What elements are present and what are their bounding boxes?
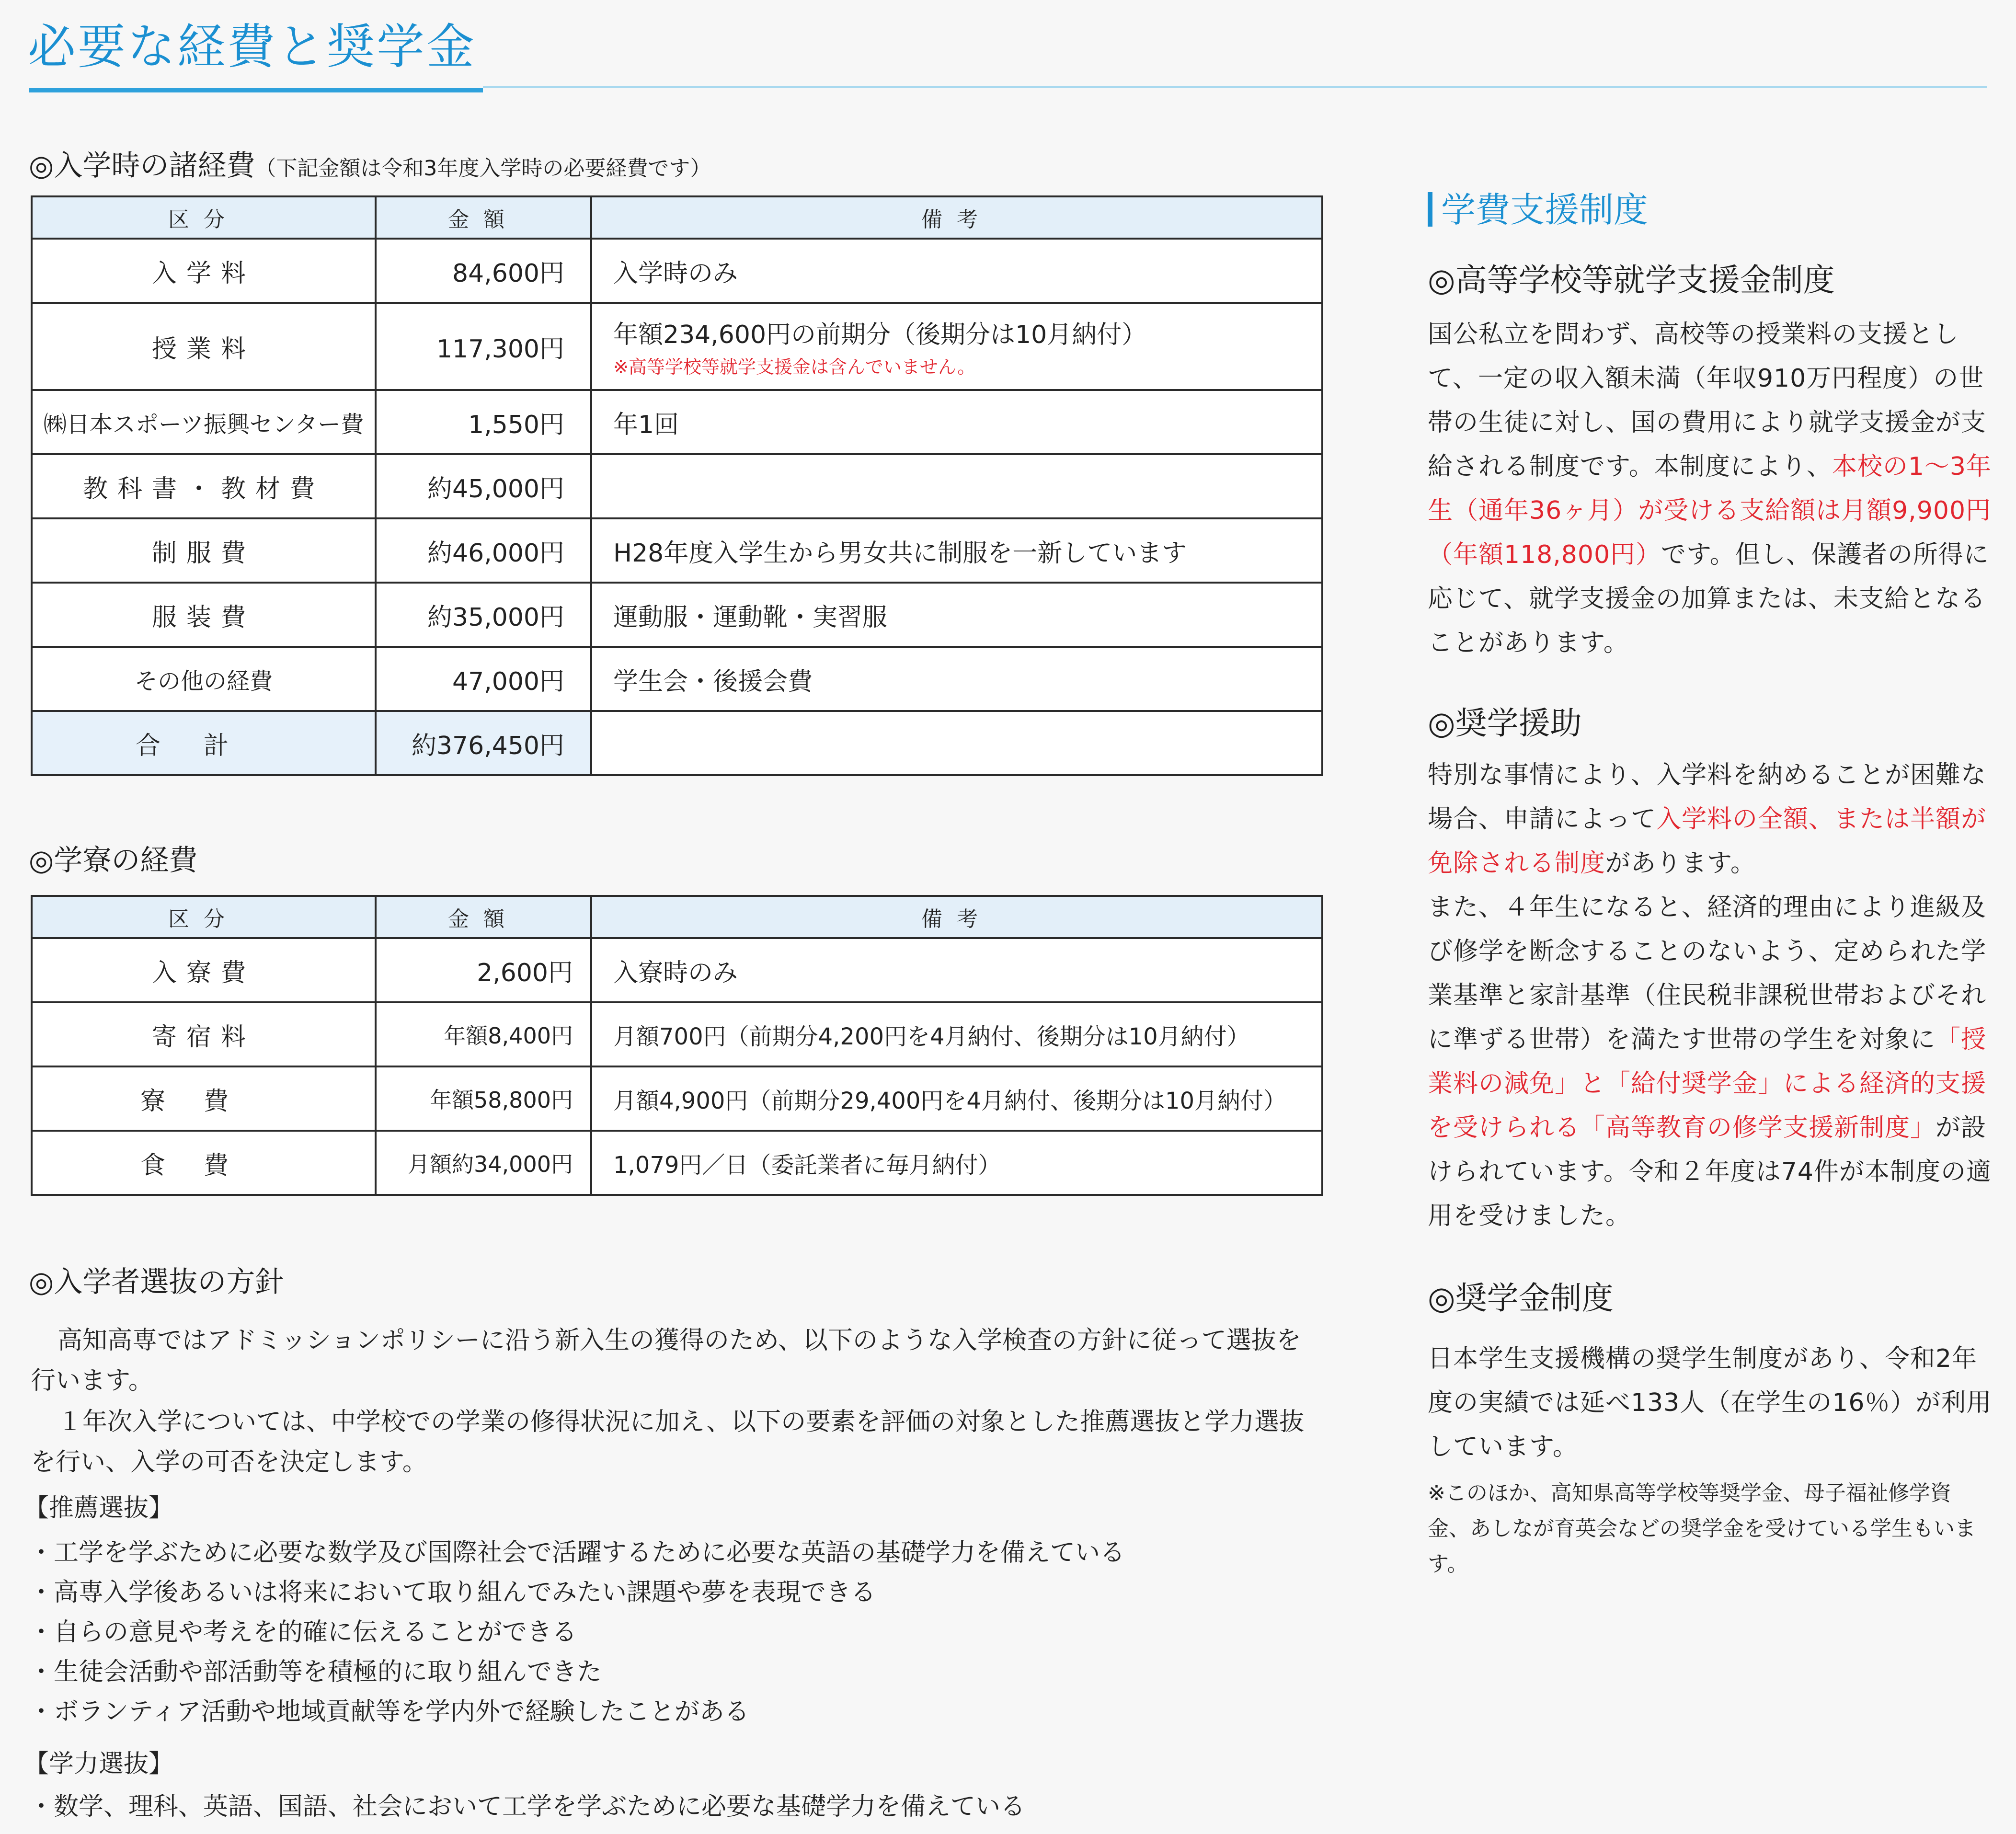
list-item: ・ 工学を学ぶために必要な数学及び国際社会で活躍するために必要な英語の基礎学力を備えている	[29, 1533, 1322, 1573]
recommendation-label: 【推薦選抜】	[24, 1494, 174, 1523]
cell-category: 寄宿料	[32, 1002, 376, 1066]
cell-note: H28年度入学生から男女共に制服を一新しています	[591, 518, 1322, 583]
cell-amount: 月額約34,000円	[376, 1131, 591, 1195]
cell-note: 学生会・後援会費	[591, 647, 1322, 711]
support-s1-highlight: 本校の1〜3年生（通年36ヶ月）が受ける支給額は月額9,900円（年額118,800円）	[1428, 452, 1992, 569]
cell-note: 月額700円（前期分4,200円を4月納付、後期分は10月納付）	[591, 1002, 1322, 1066]
support-s3-note: ※このほか、高知県高等学校等奨学金、母子福祉修学資金、あしなが育英会などの奨学金を受けている学生もいます。	[1428, 1481, 1976, 1576]
cell-amount: 84,600円	[376, 239, 591, 303]
support-s2-text-c: また、４年生になると、経済的理由により進級及び修学を断念することのないよう、定められた学業基準と家計基準（住民税非課税世帯およびそれに準ずる世帯）を満たす世帯の学生を対象に	[1428, 893, 1987, 1054]
table-row	[32, 1002, 1322, 1066]
cell-total-amount: 約376,450円	[376, 711, 591, 775]
table-row	[32, 454, 1322, 518]
title-underline	[29, 88, 483, 92]
support-s2-heading: ◎奨学援助	[1428, 705, 1582, 742]
cell-amount: 2,600円	[376, 938, 591, 1002]
column-header-amount: 金額	[376, 896, 591, 938]
entrance-costs-table	[31, 195, 1323, 776]
cell-category: 服装費	[32, 583, 376, 647]
list-item: ・ 生徒会活動や部活動等を積極的に取り組んできた	[29, 1652, 1322, 1692]
cell-amount: 117,300円	[376, 303, 591, 390]
cell-category: 入学料	[32, 239, 376, 303]
cell-category: その他の経費	[32, 647, 376, 711]
entrance-costs-note: （下記金額は令和3年度入学時の必要経費です）	[255, 156, 711, 181]
support-heading	[1428, 189, 1648, 230]
list-item: ・ 高専入学後あるいは将来において取り組んでみたい課題や夢を表現できる	[29, 1573, 1322, 1613]
cell-amount: 47,000円	[376, 647, 591, 711]
cell-amount: 約35,000円	[376, 583, 591, 647]
list-item: ・ 自らの意見や考えを的確に伝えることができる	[29, 1613, 1322, 1652]
cell-category: 入寮費	[32, 938, 376, 1002]
cell-note: 年1回	[591, 390, 1322, 454]
cell-note: 入寮時のみ	[591, 938, 1322, 1002]
table-row	[32, 938, 1322, 1002]
cell-note-text: 年額234,600円の前期分（後期分は10月納付）	[613, 321, 1147, 349]
table-row	[32, 583, 1322, 647]
cell-category: ㈱日本スポーツ振興センター費	[32, 390, 376, 454]
support-s2-text-d: が設けられています。令和２年度は74件が本制度の適用を受けました。	[1428, 1113, 1992, 1230]
cell-total-label: 合計	[32, 711, 376, 775]
list-item: ・ ボランティア活動や地域貢献等を学内外で経験したことがある	[29, 1692, 1322, 1732]
column-header-amount: 金額	[376, 196, 591, 239]
support-s1-text-b: です。但し、保護者の所得に応じて、就学支援金の加算または、未支給となることがあります。	[1428, 540, 1989, 657]
support-s2-text-b: があります。	[1605, 849, 1756, 878]
support-s3-heading: ◎奨学金制度	[1428, 1280, 1614, 1317]
entrance-costs-heading	[29, 149, 711, 183]
cell-category: 授業料	[32, 303, 376, 390]
support-s2-highlight-2: 「授業料の減免」と「給付奨学金」による経済的支援を受けられる「高等教育の修学支援新制度」	[1428, 1025, 1987, 1142]
cell-amount: 約45,000円	[376, 454, 591, 518]
table-header-row	[32, 196, 1322, 239]
support-s2-highlight: 入学料の全額、または半額が免除される制度	[1428, 805, 1987, 878]
cell-note: 運動服・運動靴・実習服	[591, 583, 1322, 647]
academic-criteria-list	[29, 1787, 1322, 1827]
academic-label: 【学力選抜】	[24, 1750, 174, 1778]
cell-category: 寮費	[32, 1066, 376, 1131]
cell-amount: 年額58,800円	[376, 1066, 591, 1131]
cell-amount: 約46,000円	[376, 518, 591, 583]
cell-note	[591, 303, 1322, 390]
table-row	[32, 239, 1322, 303]
recommendation-criteria-list	[29, 1533, 1322, 1732]
cell-amount: 年額8,400円	[376, 1002, 591, 1066]
support-s1-text-a: 国公私立を問わず、高校等の授業料の支援として、一定の収入額未満（年収910万円程度）の世帯の生徒に対し、国の費用により就学支援金が支給される制度です。本制度により、	[1428, 320, 1987, 481]
table-row	[32, 1131, 1322, 1195]
table-row	[32, 1066, 1322, 1131]
cell-note: 1,079円／日（委託業者に毎月納付）	[591, 1131, 1322, 1195]
dorm-costs-table	[31, 895, 1323, 1196]
table-header-row	[32, 896, 1322, 938]
support-s1-heading: ◎高等学校等就学支援金制度	[1428, 262, 1835, 298]
column-header-category: 区分	[32, 896, 376, 938]
list-item: ・ 数学、理科、英語、国語、社会において工学を学ぶために必要な基礎学力を備えている	[29, 1787, 1322, 1827]
admission-policy-intro: 高知高専ではアドミッションポリシーに沿う新入生の獲得のため、以下のような入学検査の方針に従って選抜を行います。	[31, 1326, 1301, 1395]
table-row	[32, 303, 1322, 390]
column-header-notes: 備考	[591, 896, 1322, 938]
support-s1-text	[1428, 312, 1993, 665]
table-row	[32, 390, 1322, 454]
cell-amount: 1,550円	[376, 390, 591, 454]
title-rule	[483, 86, 1987, 88]
table-total-row	[32, 711, 1322, 775]
support-s2-text	[1428, 753, 1993, 1238]
cell-note-warning: ※高等学校等就学支援金は含んでいません。	[613, 356, 976, 378]
dorm-costs-heading: ◎学寮の経費	[29, 844, 198, 877]
heading-bar	[1428, 192, 1432, 227]
support-s3-text: 日本学生支援機構の奨学生制度があり、令和2年度の実績では延べ133人（在学生の16％）が利用しています。	[1428, 1344, 1992, 1461]
page-title: 必要な経費と奨学金	[28, 19, 476, 75]
cell-category: 制服費	[32, 518, 376, 583]
cell-note: 月額4,900円（前期分29,400円を4月納付、後期分は10月納付）	[591, 1066, 1322, 1131]
table-row	[32, 518, 1322, 583]
column-header-notes: 備考	[591, 196, 1322, 239]
table-row	[32, 647, 1322, 711]
cell-note: 入学時のみ	[591, 239, 1322, 303]
column-header-category: 区分	[32, 196, 376, 239]
cell-category: 食費	[32, 1131, 376, 1195]
support-s2-text-a: 特別な事情により、入学料を納めることが困難な場合、申請によって	[1428, 761, 1987, 834]
cell-note	[591, 454, 1322, 518]
admission-policy-heading: ◎入学者選抜の方針	[29, 1265, 284, 1299]
cell-category: 教科書・教材費	[32, 454, 376, 518]
admission-policy-first-year: １年次入学については、中学校での学業の修得状況に加え、以下の要素を評価の対象とした推薦選抜と学力選抜を行い、入学の可否を決定します。	[31, 1408, 1305, 1477]
support-heading-text: 学費支援制度	[1441, 190, 1649, 230]
entrance-costs-title: ◎入学時の諸経費	[29, 149, 255, 183]
cell-note	[591, 711, 1322, 775]
